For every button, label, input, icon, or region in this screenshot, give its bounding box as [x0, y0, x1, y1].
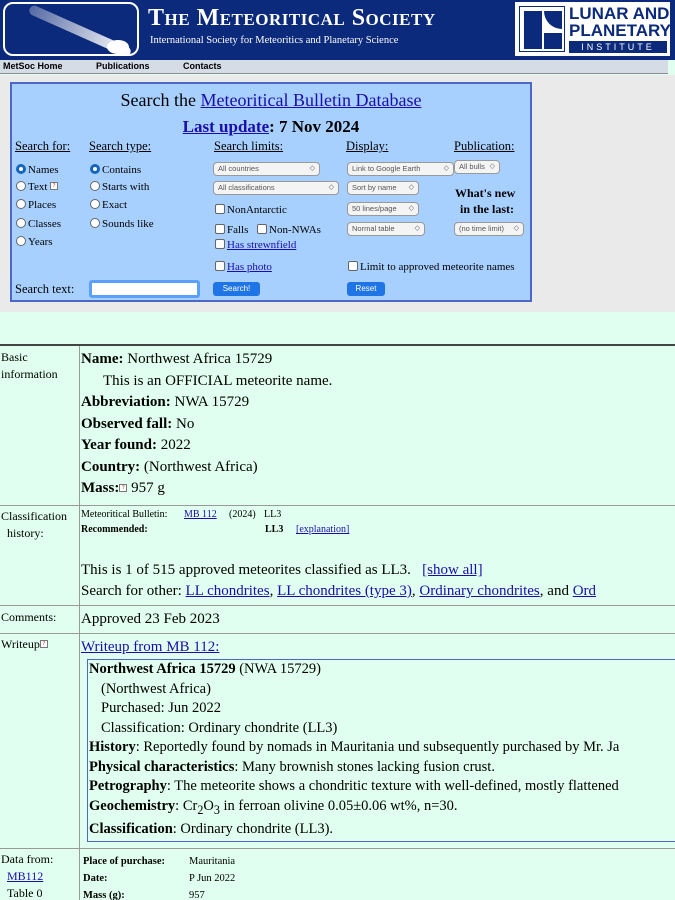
- meteorite-logo[interactable]: [3, 2, 139, 56]
- value-column: [79, 346, 80, 505]
- society-subtitle: International Society for Meteoritics and Planetary Science: [150, 35, 399, 46]
- lpi-icon: [519, 6, 565, 52]
- ll-chondrites-link[interactable]: LL chondrites: [185, 583, 270, 599]
- classification-label: Classification history:: [1, 509, 67, 540]
- data-from-row: [0, 849, 675, 900]
- nav-metsoc-home[interactable]: MetSoc Home: [3, 61, 63, 71]
- search-title: Search the Meteoritical Bulletin Database: [120, 90, 422, 110]
- meteorite-name: Northwest Africa 15729: [127, 351, 273, 367]
- value-column: [79, 849, 80, 900]
- abbreviation: NWA 15729: [174, 394, 250, 410]
- data-labels: Place of purchase: Date: Mass (g):: [83, 856, 166, 900]
- table-style-select[interactable]: Normal table ◇: [347, 222, 425, 236]
- nav-contacts[interactable]: Contacts: [183, 61, 222, 71]
- value-column: [79, 506, 80, 605]
- radio-exact[interactable]: Exact: [90, 199, 127, 211]
- search-other-line: Search for other: LL chondrites, LL chondrites (type 3), Ordinary chondrites, and Ord: [81, 583, 597, 599]
- comments-label: Comments:: [1, 610, 57, 624]
- data-from-label: Data from: MB112 Table 0: [1, 852, 54, 900]
- publication-heading: Publication:: [454, 139, 515, 153]
- display-heading: Display:: [346, 139, 389, 153]
- show-all-link[interactable]: [show all]: [422, 562, 483, 578]
- falls-checkbox[interactable]: Falls: [215, 224, 248, 236]
- whats-new-label2: in the last:: [460, 202, 514, 216]
- non-antarctic-checkbox[interactable]: NonAntarctic: [215, 204, 287, 216]
- time-limit-select[interactable]: (no time limit) ◇: [454, 222, 524, 236]
- year-found: 2022: [160, 437, 191, 453]
- mass: 957 g: [131, 480, 165, 496]
- help-icon[interactable]: ?: [119, 484, 127, 492]
- comments-value: Approved 23 Feb 2023: [81, 611, 220, 627]
- header-banner: [0, 0, 675, 60]
- sort-select[interactable]: Sort by name ◇: [347, 181, 419, 195]
- strewnfield-checkbox[interactable]: Has strewnfield: [215, 239, 296, 251]
- search-button[interactable]: Search!: [213, 282, 260, 296]
- last-update: Last update: 7 Nov 2024: [182, 117, 360, 136]
- reset-button[interactable]: Reset: [347, 282, 385, 296]
- basic-info-label: Basic information: [1, 350, 58, 381]
- select-arrow-icon: ◇: [414, 225, 420, 232]
- top-nav: [0, 60, 668, 74]
- ordinary-chondrites-link[interactable]: Ordinary chondrites: [419, 583, 540, 599]
- basic-info-values: Name: Northwest Africa 15729 This is an OFFICIAL meteorite name. Abbreviation: NWA 15729 Observed fall: No Year found: 2022 Country: (Northwest Africa) Mass: ? 957 g: [81, 351, 333, 496]
- search-type-heading: Search type:: [89, 139, 152, 153]
- country: (Northwest Africa): [143, 458, 258, 475]
- search-form: [10, 82, 532, 302]
- help-icon[interactable]: ?: [40, 640, 48, 648]
- limit-approved-checkbox[interactable]: Limit to approved meteorite names: [348, 261, 515, 273]
- search-for-heading: Search for:: [15, 139, 71, 153]
- non-nwas-checkbox[interactable]: Non-NWAs: [257, 224, 321, 236]
- comments-row: [0, 606, 675, 634]
- select-arrow-icon: ◇: [408, 205, 414, 212]
- official-note: This is an OFFICIAL meteorite name.: [103, 372, 333, 389]
- radio-classes[interactable]: Classes: [16, 218, 61, 230]
- radio-text[interactable]: Text ?: [16, 181, 58, 193]
- photo-checkbox[interactable]: Has photo: [215, 261, 272, 273]
- lpi-line2: PLANETARY: [569, 21, 671, 40]
- writeup-name: Northwest Africa 15729: [89, 661, 236, 677]
- last-update-link[interactable]: Last update: [182, 117, 270, 136]
- writeup-link[interactable]: Writeup from MB 112:: [81, 639, 220, 655]
- radio-names[interactable]: Names: [16, 164, 59, 176]
- mb-link[interactable]: MB 112: [184, 509, 217, 520]
- whats-new-label1: What's new: [455, 186, 516, 200]
- search-limits-heading: Search limits:: [214, 139, 284, 153]
- select-arrow-icon: ◇: [489, 163, 495, 170]
- basic-info-row: [0, 346, 675, 506]
- mb-year: (2024): [229, 509, 256, 520]
- classification-row: [0, 506, 675, 606]
- observed-fall: No: [176, 415, 195, 432]
- lpi-line3: INSTITUTE: [569, 41, 667, 53]
- country-select[interactable]: All countries ◇: [213, 162, 320, 176]
- radio-years[interactable]: Years: [16, 236, 53, 248]
- mb112-link[interactable]: MB112: [7, 869, 44, 883]
- ll3-chondrites-link[interactable]: LL chondrites (type 3): [277, 583, 412, 599]
- value-column: [79, 606, 80, 633]
- writeup-label: Writeup ?: [1, 636, 48, 653]
- bulls-select[interactable]: All bulls ◇: [454, 160, 500, 174]
- search-text-label: Search text:: [15, 282, 75, 296]
- writeup-box: Northwest Africa 15729 (NWA 15729) (Northwest Africa) Purchased: Jun 2022 Classification: Ordinary chondrite (LL3) History: Reportedly found by nomads in Mauritania und subsequently purchased by Mr. Ja Physical characteristics: Many brownish stones lacking fusion crust. Petrography: The meteorite shows a chondritic texture with well-defined, mostly flattened Geochemistry: $Cr_2O_3$ in ferroan olivine 0.05±0.06 wt%, n=30. Classification: Ordinary chondrite (LL3).: [87, 659, 675, 842]
- mb-line: Meteoritical Bulletin:: [81, 509, 168, 520]
- meteor-head-icon: [107, 40, 129, 54]
- select-arrow-icon: ◇: [513, 225, 519, 232]
- select-arrow-icon: ◇: [309, 165, 315, 172]
- recommended-class: LL3: [265, 524, 284, 535]
- nav-publications[interactable]: Publications: [96, 61, 150, 71]
- value-column: [79, 634, 80, 848]
- map-link-select[interactable]: Link to Google Earth ◇: [347, 162, 454, 176]
- radio-starts-with[interactable]: Starts with: [90, 181, 149, 193]
- database-link[interactable]: Meteoritical Bulletin Database: [200, 90, 422, 110]
- society-title[interactable]: The Meteoritical Society: [148, 5, 436, 31]
- search-input[interactable]: [89, 280, 200, 298]
- select-arrow-icon: ◇: [328, 184, 334, 191]
- lpi-logo[interactable]: [515, 2, 670, 56]
- lpi-line1: LUNAR AND: [569, 4, 670, 23]
- radio-sounds-like[interactable]: Sounds like: [90, 218, 154, 230]
- select-arrow-icon: ◇: [443, 165, 449, 172]
- data-values: Mauritania P Jun 2022 957: [189, 856, 236, 900]
- mb-class: LL3: [264, 509, 282, 520]
- radio-places[interactable]: Places: [16, 199, 56, 211]
- lines-per-page-select[interactable]: 50 lines/page ◇: [347, 202, 419, 216]
- help-icon[interactable]: ?: [50, 182, 58, 190]
- approved-count-line: This is 1 of 515 approved meteorites classified as LL3. [show all]: [81, 562, 483, 578]
- explanation-link[interactable]: [explanation]: [296, 524, 350, 535]
- recommended-label: Recommended:: [81, 524, 148, 535]
- radio-contains[interactable]: Contains: [90, 164, 141, 176]
- truncated-link[interactable]: Ord: [572, 583, 597, 599]
- classification-select[interactable]: All classifications ◇: [213, 181, 339, 195]
- select-arrow-icon: ◇: [408, 184, 414, 191]
